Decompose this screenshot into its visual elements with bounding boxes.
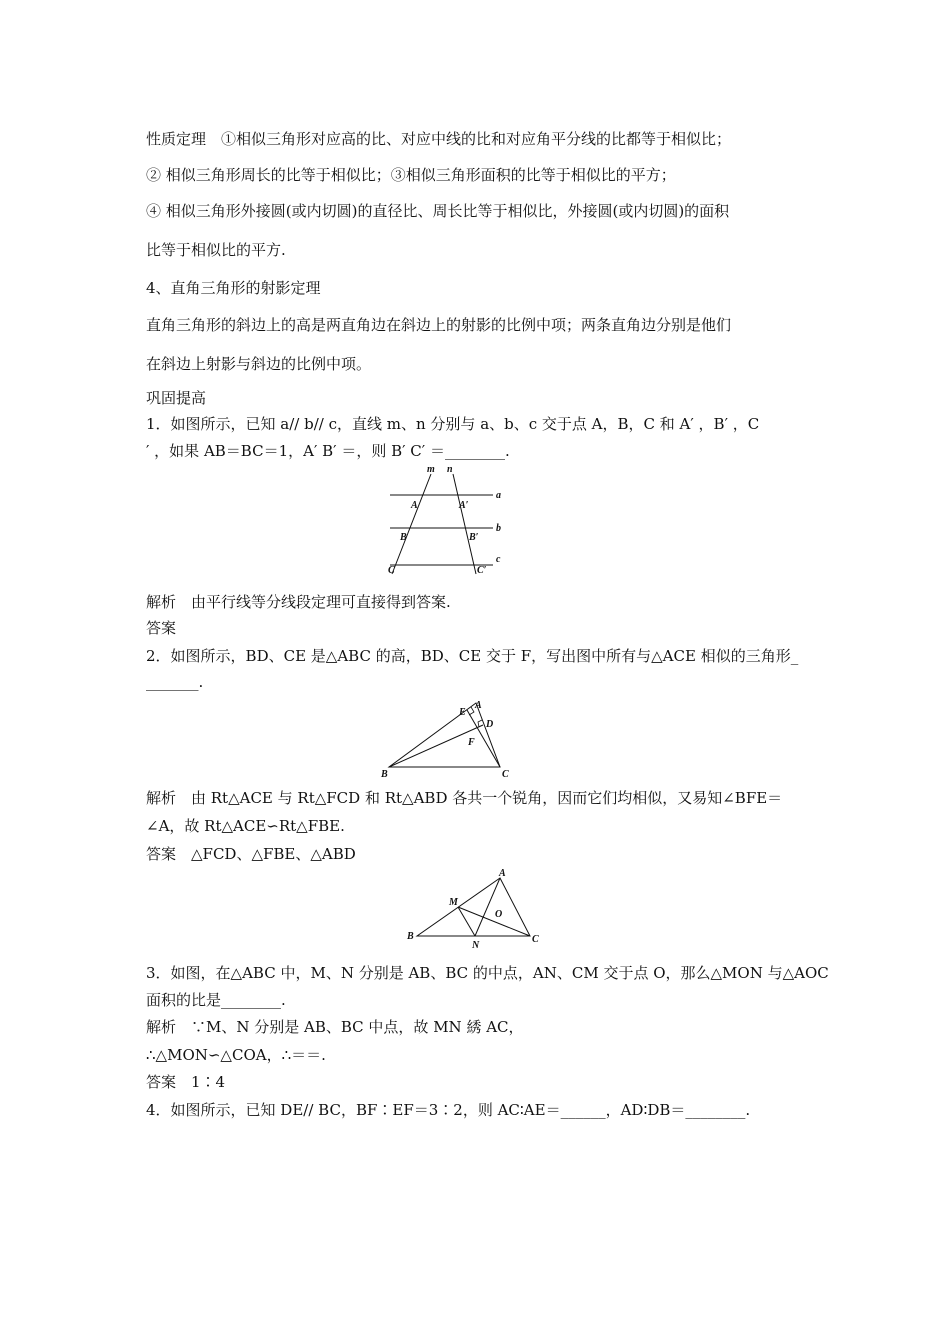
problem-1-answer: 答案 <box>146 619 177 637</box>
label-B-prime: B′ <box>469 532 479 543</box>
figure-triangle-altitudes <box>375 696 525 782</box>
section-heading-4: 4、直角三角形的射影定理 <box>146 279 321 297</box>
problem-3-analysis-line-2: ∴△MON∽△COA，∴＝＝. <box>146 1046 326 1064</box>
label-N: N <box>472 940 480 950</box>
problem-2-answer: 答案 △FCD、△FBE、△ABD <box>146 845 356 863</box>
label-B: B <box>381 769 388 780</box>
label-E: E <box>459 707 466 718</box>
label-C-prime: C′ <box>477 565 487 576</box>
label-D: D <box>486 719 494 730</box>
label-A: A <box>475 700 482 711</box>
problem-1-line-1: 1．如图所示，已知 a// b// c，直线 m、n 分别与 a、b、c 交于点 A，B，C 和 A′ ，B′ ，C <box>146 415 760 433</box>
problem-3-line-2: 面积的比是________. <box>146 991 286 1009</box>
figure-midpoints-triangle <box>400 866 550 950</box>
problem-1-analysis: 解析 由平行线等分线段定理可直接得到答案. <box>146 593 451 611</box>
label-b: b <box>496 523 501 534</box>
text-line-1: 性质定理 ①相似三角形对应高的比、对应中线的比和对应角平分线的比都等于相似比； <box>146 130 732 148</box>
label-C: C <box>388 565 395 576</box>
label-B: B <box>400 532 407 543</box>
label-a: a <box>496 490 501 501</box>
problem-2-analysis-line-1: 解析 由 Rt△ACE 与 Rt△FCD 和 Rt△ABD 各共一个锐角，因而它们均相似，又易知∠BFE＝ <box>146 789 783 807</box>
text-line-6: 直角三角形的斜边上的高是两直角边在斜边上的射影的比例中项；两条直角边分别是他们 <box>146 316 732 334</box>
label-B: B <box>407 931 414 942</box>
text-line-2: ② 相似三角形周长的比等于相似比；③相似三角形面积的比等于相似比的平方； <box>146 166 676 184</box>
label-A: A <box>411 500 418 511</box>
label-m: m <box>427 464 435 475</box>
section-heading-consolidate: 巩固提高 <box>146 389 207 407</box>
label-O: O <box>495 909 503 920</box>
problem-1-line-2: ′ ，如果 AB＝BC＝1，A′ B′ ＝，则 B′ C′ ＝________. <box>146 442 510 460</box>
figure-parallel-lines <box>385 464 510 576</box>
label-F: F <box>468 737 475 748</box>
label-C: C <box>502 769 509 780</box>
text-line-4: 比等于相似比的平方. <box>146 241 286 259</box>
text-line-3: ④ 相似三角形外接圆(或内切圆)的直径比、周长比等于相似比，外接圆(或内切圆)的面积 <box>146 202 730 220</box>
label-M: M <box>449 897 458 908</box>
text-line-7: 在斜边上射影与斜边的比例中项。 <box>146 355 372 373</box>
problem-3-answer: 答案 1∶4 <box>146 1073 226 1091</box>
problem-2-analysis-line-2: ∠A，故 Rt△ACE∽Rt△FBE. <box>146 817 345 835</box>
label-A: A <box>499 868 506 879</box>
label-n: n <box>447 464 453 475</box>
label-C: C <box>532 934 539 945</box>
problem-4-line-1: 4．如图所示，已知 DE// BC，BF∶EF＝3∶2，则 AC∶AE＝______，AD∶DB＝________. <box>146 1101 751 1119</box>
problem-3-analysis-line-1: 解析 ∵M、N 分别是 AB、BC 中点，故 MN 綉 AC， <box>146 1018 524 1036</box>
problem-3-line-1: 3．如图，在△ABC 中，M、N 分别是 AB、BC 的中点，AN、CM 交于点 O，那么△MON 与△AOC <box>146 964 829 982</box>
problem-2-line-2: _______. <box>146 673 204 691</box>
label-c: c <box>496 554 501 565</box>
label-A-prime: A′ <box>459 500 469 511</box>
problem-2-line-1: 2．如图所示，BD、CE 是△ABC 的高，BD、CE 交于 F，写出图中所有与△ACE 相似的三角形_ <box>146 647 799 665</box>
